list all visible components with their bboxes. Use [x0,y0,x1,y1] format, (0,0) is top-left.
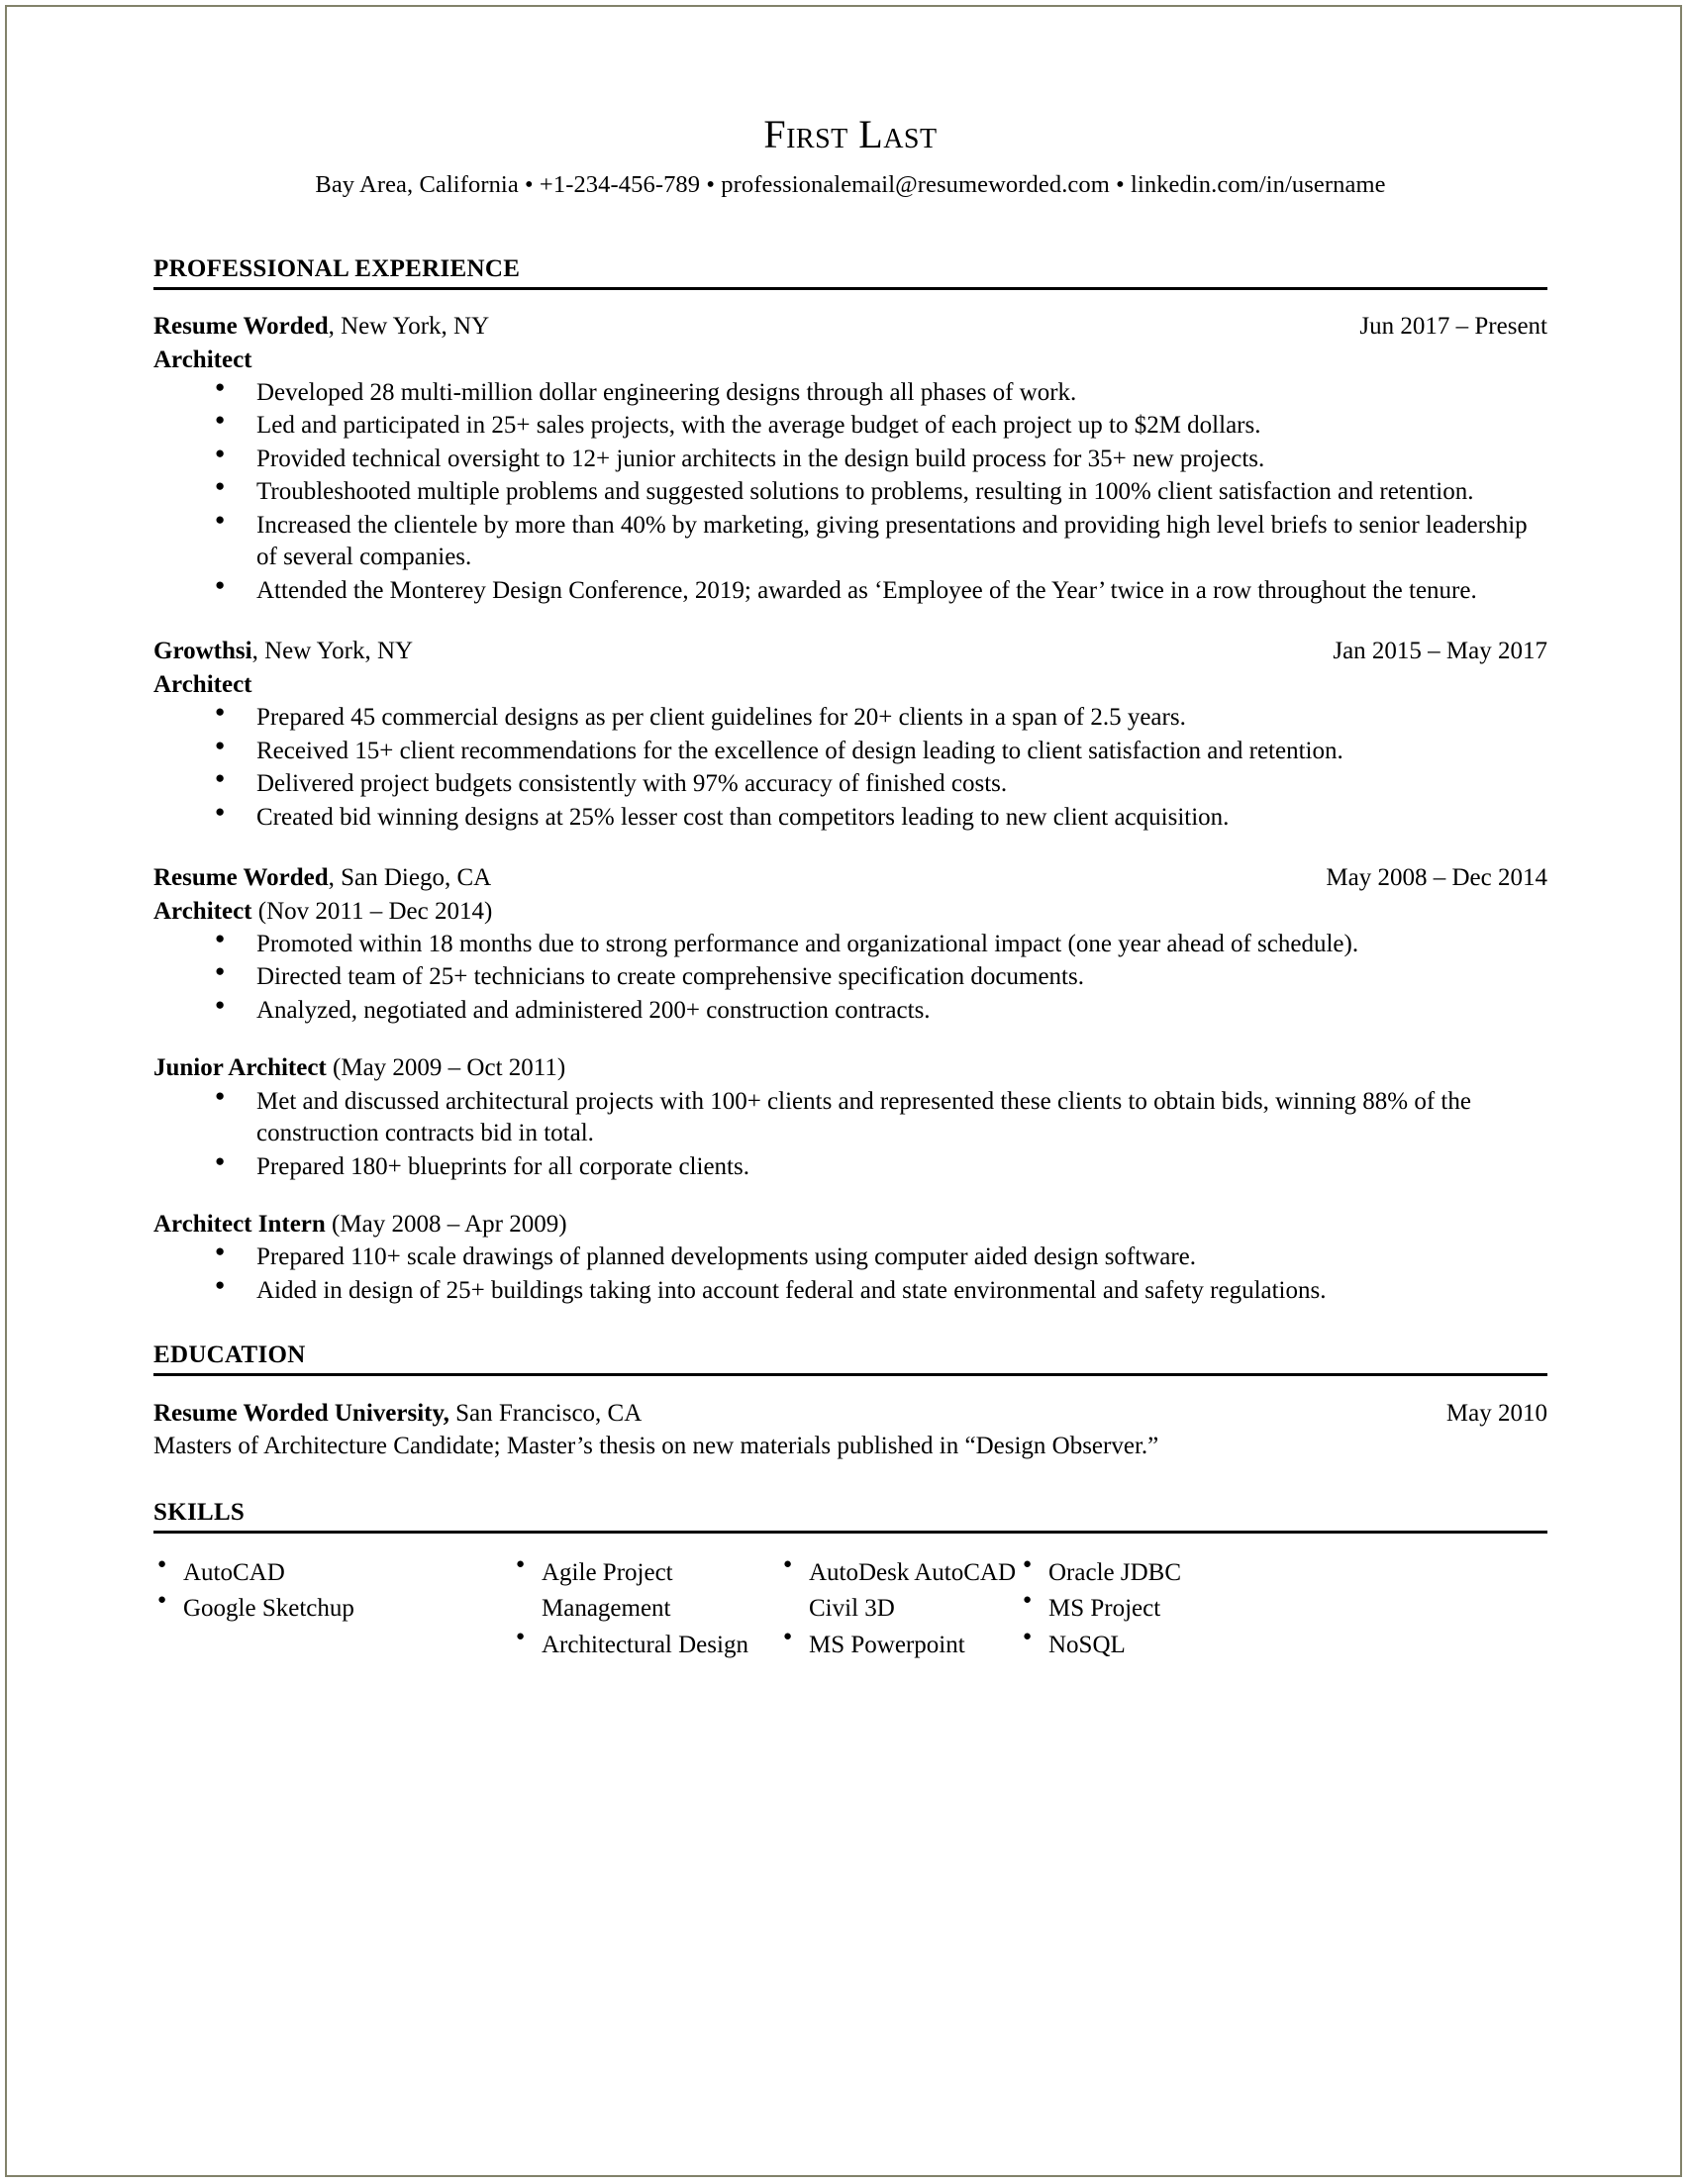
entry-header [153,637,1547,667]
entry-dates: May 2008 – Dec 2014 [1326,864,1547,891]
skill-item: ● NoSQL [1023,1628,1320,1663]
contact-line: Bay Area, California • +1-234-456-789 • professionalemail@resumeworded.com • linkedin.com/in/username [315,171,1386,198]
skills-column [153,1555,516,1663]
section-heading-experience: PROFESSIONAL EXPERIENCE [153,255,521,282]
bullet-item: ● Met and discussed architectural projects with 100+ clients and represented these clients to obtain bids, winning 88% of the construction contracts bid in total. [153,1086,1547,1150]
skill-item: ● MS Project [1023,1591,1320,1627]
entry-role-line [153,669,1547,700]
education-date: May 2010 [1445,1400,1547,1428]
skill-item-continuation: Management [542,1595,671,1623]
bullet-item: ● Troubleshooted multiple problems and suggested solutions to problems, resulting in 100% client satisfaction and retention. [153,476,1547,509]
section-divider-skills [153,1531,1547,1534]
sub-role-line [153,1052,1547,1083]
education-entry-header [153,1398,1547,1429]
section-heading-education: EDUCATION [153,1341,306,1369]
entry-role: Architect [153,346,252,373]
bullet-item: ● Provided technical oversight to 12+ junior architects in the design build process for 35+ new projects. [153,444,1547,476]
sub-role-dates: (May 2009 – Oct 2011) [326,1054,566,1082]
entry-header [153,312,1547,343]
sub-role-bullets [153,1086,1547,1184]
entry-location: , New York, NY [328,313,490,340]
sub-role-title: Junior Architect [153,1054,327,1082]
skill-item: ● Google Sketchup [157,1591,516,1627]
education-location: San Francisco, CA [448,1400,643,1428]
skills-grid [153,1555,1547,1663]
entry-dates: Jan 2015 – May 2017 [1333,638,1547,665]
skill-item: ● AutoCAD [157,1555,516,1591]
bullet-item: ● Promoted within 18 months due to strong performance and organizational impact (one year ahead of schedule). [153,929,1547,961]
bullet-item: ● Prepared 110+ scale drawings of planned developments using computer aided design software. [153,1241,1547,1274]
resume-page [5,5,1682,2177]
education-detail: Masters of Architecture Candidate; Master’s thesis on new materials published in “Design Observer.” [153,1432,1159,1459]
section-divider-experience [153,287,1547,290]
bullet-item: ● Aided in design of 25+ buildings taking into account federal and state environmental and safety regulations. [153,1275,1547,1308]
bullet-item: ● Directed team of 25+ technicians to create comprehensive specification documents. [153,961,1547,994]
bullet-item: ● Prepared 180+ blueprints for all corporate clients. [153,1151,1547,1184]
entry-location: , San Diego, CA [328,864,492,891]
education-school: Resume Worded University, [153,1400,449,1428]
skill-item-continuation: Civil 3D [809,1595,895,1623]
bullet-item: ● Attended the Monterey Design Conference, 2019; awarded as ‘Employee of the Year’ twice in a row throughout the tenure. [153,575,1547,608]
entry-role: Architect [153,670,252,698]
candidate-name: First Last [763,112,938,156]
entry-role-line [153,896,1547,927]
skill-item: ● MS Powerpoint [783,1628,1023,1663]
skills-column [783,1555,1023,1663]
resume-content [153,7,1547,1663]
section-heading-skills: SKILLS [153,1499,246,1526]
entry-bullets [153,929,1547,1028]
section-professional-experience [153,254,1547,1307]
entry-org: Resume Worded [153,313,329,340]
skill-item: ● Oracle JDBC [1023,1555,1320,1591]
entry-role-dates: (Nov 2011 – Dec 2014) [251,897,493,925]
bullet-item: ● Increased the clientele by more than 40% by marketing, giving presentations and providing high level briefs to senior leadership of several companies. [153,510,1547,574]
entry-dates: Jun 2017 – Present [1359,313,1547,340]
sub-role-bullets [153,1241,1547,1307]
entry-bullets [153,702,1547,834]
education-school-line [153,1398,642,1429]
entry-org-line [153,312,489,343]
entry-org: Resume Worded [153,864,329,891]
entry-role: Architect [153,897,252,925]
section-divider-education [153,1373,1547,1376]
bullet-item: ● Delivered project budgets consistently with 97% accuracy of finished costs. [153,768,1547,801]
entry-header [153,863,1547,894]
skill-item: ● AutoDesk AutoCAD [783,1555,1023,1591]
entry-org-line [153,863,491,894]
entry-role-line [153,345,1547,375]
bullet-item: ● Led and participated in 25+ sales projects, with the average budget of each project up to $2M dollars. [153,410,1547,443]
skill-item: ● Architectural Design [516,1628,783,1663]
sub-role-title: Architect Intern [153,1211,326,1238]
entry-bullets [153,377,1547,608]
experience-entry [153,637,1547,834]
section-education [153,1340,1547,1462]
bullet-item: ● Created bid winning designs at 25% lesser cost than competitors leading to new client acquisition. [153,802,1547,835]
bullet-item: ● Prepared 45 commercial designs as per client guidelines for 20+ clients in a span of 2.5 years. [153,702,1547,735]
entry-org: Growthsi [153,638,252,665]
entry-org-line [153,637,413,667]
sub-role-line [153,1209,1547,1240]
entry-location: , New York, NY [251,638,414,665]
bullet-item: ● Analyzed, negotiated and administered 200+ construction contracts. [153,995,1547,1028]
skills-column [516,1555,783,1663]
sub-role-dates: (May 2008 – Apr 2009) [325,1211,567,1238]
skill-item: ● Agile Project [516,1555,783,1591]
skills-column [1023,1555,1320,1663]
bullet-item: ● Developed 28 multi-million dollar engineering designs through all phases of work. [153,377,1547,410]
experience-entry [153,312,1547,607]
section-skills [153,1498,1547,1663]
bullet-item: ● Received 15+ client recommendations for the excellence of design leading to client satisfaction and retention. [153,736,1547,768]
experience-entry [153,863,1547,1307]
